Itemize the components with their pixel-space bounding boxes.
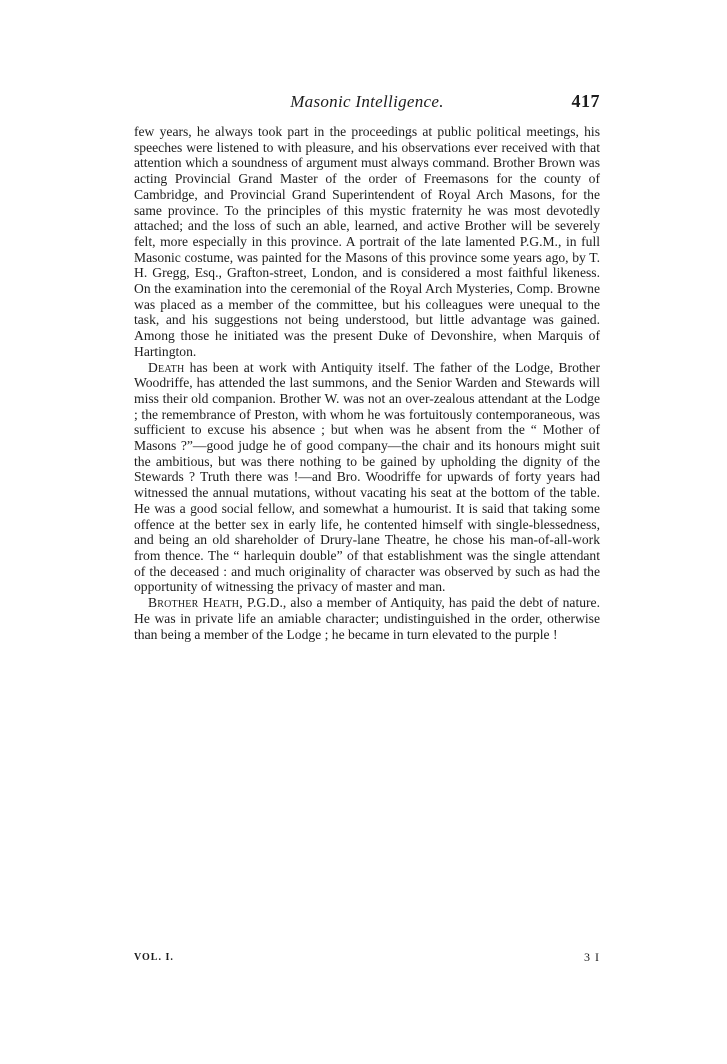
paragraph-text: few years, he always took part in the proceedings at public political meetings, his speeches were listened to with pleasure, and his observations ever received with that attention which a soundness of argument must always command. Brother Brown was acting Provincial Grand Master of the order of Freemasons for the county of Cambridge, and Provincial Grand Superintendent of Royal Arch Masons, for the same province. To the principles of this mystic fraternity he was most devotedly attached; and the loss of such an able, learned, and active Brother will be severely felt, more especially in this province. A portrait of the late lamented P.G.M., in full Masonic costume, was painted for the Masons of this province some years ago, by T. H. Gregg, Esq., Grafton-street, London, and is considered a most faithful likeness. On the examination into the ceremonial of the Royal Arch Mysteries, Comp. Browne was placed as a member of the committee, but his colleagues were unequal to the task, and his suggestions not being understood, but little advantage was gained. Among those he initiated was the present Duke of Devonshire, when Marquis of Hartington. xyxy=(134,124,600,359)
paragraph-lead: Brother Heath, xyxy=(148,595,243,611)
paragraph-text: has been at work with Antiquity itself. The father of the Lodge, Brother Woodriffe, has attended the last summons, and the Senior Warden and Stewards will miss their old companion. Brother W. was not an over-zealous attendant at the Lodge ; the remembrance of Preston, with whom he was fortuitously contemporaneous, was sufficient to excuse his absence ; but when was he absent from the “ Mother of Masons ?”—good judge he of good company—the chair and its honours might suit the ambitious, but was there nothing to be gained by upholding the dignity of the Stewards ? Truth there was !—and Bro. Woodriffe for upwards of forty years had witnessed the annual mutations, without vacating his seat at the bottom of the table. He was a good social fellow, and somewhat a humourist. It is said that taking some offence at the better sex in early life, he contented himself with single-blessedness, and being an old shareholder of Drury-lane Theatre, he chose his man-of-all-work from thence. The “ harlequin double” of that establishment was the single attendant of the deceased : and much originality of character was observed by such as had the opportunity of witnessing the privacy of master and man. xyxy=(134,359,600,595)
paragraph-text: P.G.D., also a member of Antiquity, has paid the debt of nature. He was in private life an amiable character; undistinguished in the order, otherwise than being a member of the Lodge ; he became in turn elevated to the purple ! xyxy=(134,595,600,642)
paragraph-continued xyxy=(134,124,600,360)
paragraph-lead: Death xyxy=(148,359,185,375)
page-footer xyxy=(134,952,600,968)
article-body xyxy=(134,124,600,642)
paragraph-heath-obituary xyxy=(134,595,600,642)
volume-mark: VOL. I. xyxy=(134,952,174,963)
paragraph-woodriffe-obituary xyxy=(134,360,600,596)
page-number: 417 xyxy=(571,91,600,111)
running-title: Masonic Intelligence. xyxy=(290,92,444,111)
signature-mark: 3 I xyxy=(584,950,600,964)
running-head xyxy=(134,92,600,114)
